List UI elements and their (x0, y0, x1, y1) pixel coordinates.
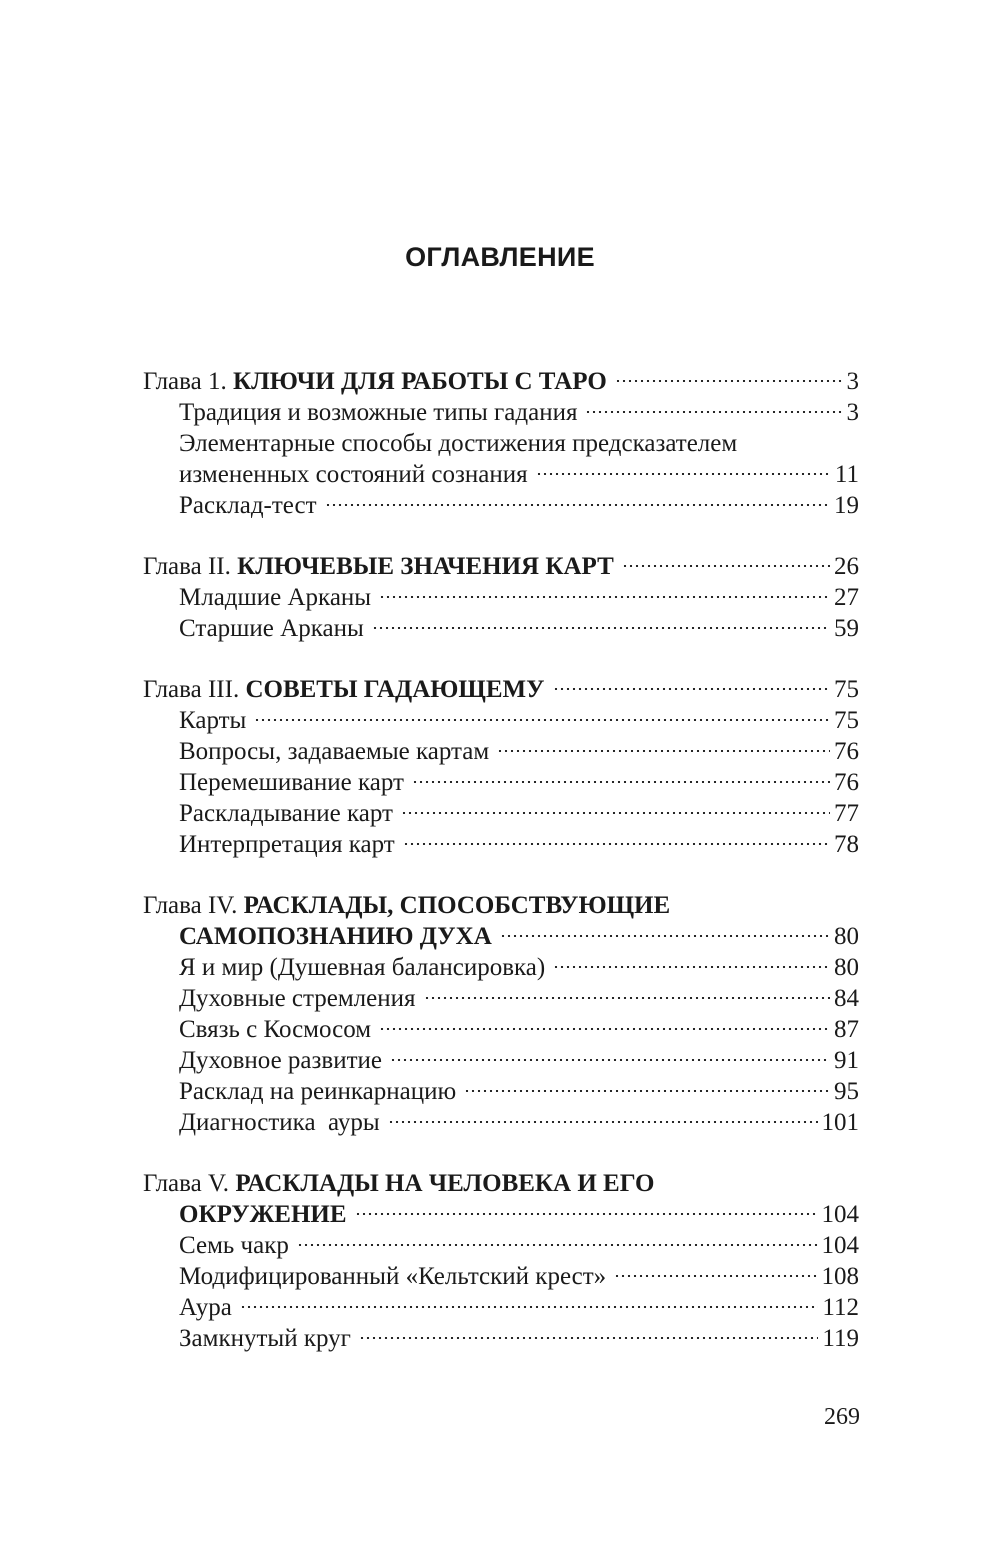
page-number: 84 (834, 985, 859, 1012)
entry-label: Диагностика ауры (179, 1109, 380, 1136)
dot-leader (614, 1275, 817, 1277)
page-number: 76 (834, 738, 859, 765)
dot-leader (359, 1337, 819, 1339)
chapter-title-line-1: РАСКЛАДЫ, СПОСОБСТВУЮЩИЕ (243, 892, 671, 919)
page-number: 112 (822, 1294, 859, 1321)
dot-leader (379, 1028, 830, 1030)
chapter-prefix: Глава II. (143, 553, 231, 580)
page-number: 75 (834, 676, 859, 703)
dot-leader (372, 627, 830, 629)
chapter-title: КЛЮЧИ ДЛЯ РАБОТЫ С ТАРО (232, 368, 607, 395)
chapter-prefix: Глава 1. (143, 368, 227, 395)
page-number: 87 (834, 1016, 859, 1043)
toc-entry[interactable] (143, 428, 859, 490)
toc-entry[interactable] (143, 983, 859, 1014)
toc-chapter-4 (143, 890, 859, 1138)
dot-leader (388, 1121, 818, 1123)
page-number: 95 (834, 1078, 859, 1105)
entry-label: Карты (179, 707, 247, 734)
toc-entry[interactable] (143, 1045, 859, 1076)
page-number: 26 (834, 553, 859, 580)
dot-leader (622, 565, 830, 567)
toc-entry[interactable] (143, 1107, 859, 1138)
entry-label: Семь чакр (179, 1232, 289, 1259)
toc-chapter-heading[interactable] (143, 366, 859, 397)
dot-leader (424, 997, 831, 999)
chapter-title-line-1: РАСКЛАДЫ НА ЧЕЛОВЕКА И ЕГО (235, 1170, 655, 1197)
dot-leader (536, 473, 831, 475)
page-number: 104 (821, 1232, 859, 1259)
entry-label-line-1: Элементарные способы достижения предсказателем (179, 430, 738, 457)
page-number: 101 (821, 1109, 859, 1136)
toc-entry[interactable] (143, 1076, 859, 1107)
toc-chapter-heading[interactable] (143, 551, 859, 582)
dot-leader (412, 781, 830, 783)
entry-label: Расклад на реинкарнацию (179, 1078, 457, 1105)
page-number: 19 (834, 492, 859, 519)
page-number: 80 (834, 923, 859, 950)
entry-label: Традиция и возможные типы гадания (179, 399, 578, 426)
chapter-title: КЛЮЧЕВЫЕ ЗНАЧЕНИЯ КАРТ (237, 553, 614, 580)
toc-entry[interactable] (143, 582, 859, 613)
dot-leader (390, 1059, 830, 1061)
toc-entry[interactable] (143, 736, 859, 767)
toc-entry[interactable] (143, 705, 859, 736)
chapter-title-line-2: САМОПОЗНАНИЮ ДУХА (179, 923, 492, 950)
chapter-title-line-2: ОКРУЖЕНИЕ (179, 1201, 347, 1228)
dot-leader (497, 750, 830, 752)
entry-label: Связь с Космосом (179, 1016, 372, 1043)
dot-leader (615, 380, 843, 382)
dot-leader (553, 688, 831, 690)
dot-leader (355, 1213, 818, 1215)
toc-entry[interactable] (143, 1014, 859, 1045)
entry-label: Расклад-тест (179, 492, 317, 519)
table-of-contents (143, 366, 859, 1354)
toc-entry[interactable] (143, 798, 859, 829)
page-number: 27 (834, 584, 859, 611)
toc-entry[interactable] (143, 767, 859, 798)
dot-leader (325, 504, 830, 506)
toc-chapter-1 (143, 366, 859, 521)
page-number: 77 (834, 800, 859, 827)
page-number: 104 (821, 1201, 859, 1228)
chapter-prefix: Глава III. (143, 676, 240, 703)
toc-entry[interactable] (143, 490, 859, 521)
page-number: 80 (834, 954, 859, 981)
toc-entry[interactable] (143, 829, 859, 860)
dot-leader (500, 935, 830, 937)
page-title: ОГЛАВЛЕНИЕ (405, 242, 595, 272)
dot-leader (553, 966, 830, 968)
entry-label: Я и мир (Душевная балансировка) (179, 954, 546, 981)
page-number: 78 (834, 831, 859, 858)
toc-entry[interactable] (143, 397, 859, 428)
entry-label-line-2: измененных состояний сознания (179, 461, 528, 488)
toc-entry[interactable] (143, 1292, 859, 1323)
entry-label: Вопросы, задаваемые картам (179, 738, 490, 765)
dot-leader (254, 719, 830, 721)
toc-entry[interactable] (143, 613, 859, 644)
toc-chapter-heading[interactable] (143, 674, 859, 705)
entry-label: Интерпретация карт (179, 831, 395, 858)
page-number: 76 (834, 769, 859, 796)
dot-leader (379, 596, 830, 598)
dot-leader (401, 812, 830, 814)
toc-chapter-heading[interactable] (143, 890, 859, 952)
page-number: 75 (834, 707, 859, 734)
page-number: 11 (834, 461, 859, 488)
entry-label: Младшие Арканы (179, 584, 372, 611)
dot-leader (403, 843, 830, 845)
entry-label: Духовные стремления (179, 985, 416, 1012)
entry-label: Аура (179, 1294, 232, 1321)
entry-label: Старшие Арканы (179, 615, 364, 642)
chapter-prefix: Глава V. (143, 1170, 230, 1197)
page-number: 91 (834, 1047, 859, 1074)
page-number: 3 (846, 399, 859, 426)
toc-entry[interactable] (143, 952, 859, 983)
dot-leader (585, 411, 842, 413)
toc-chapter-5 (143, 1168, 859, 1354)
entry-label: Модифицированный «Кельтский крест» (179, 1263, 607, 1290)
dot-leader (297, 1244, 818, 1246)
entry-label: Духовное развитие (179, 1047, 382, 1074)
page-number: 108 (821, 1263, 859, 1290)
page-number: 119 (822, 1325, 859, 1352)
entry-label: Раскладывание карт (179, 800, 393, 827)
toc-entry[interactable] (143, 1230, 859, 1261)
dot-leader (464, 1090, 830, 1092)
entry-label: Перемешивание карт (179, 769, 404, 796)
chapter-prefix: Глава IV. (143, 892, 238, 919)
page-number: 59 (834, 615, 859, 642)
toc-entry[interactable] (143, 1323, 859, 1354)
toc-chapter-3 (143, 674, 859, 860)
dot-leader (240, 1306, 819, 1308)
entry-label: Замкнутый круг (179, 1325, 351, 1352)
toc-entry[interactable] (143, 1261, 859, 1292)
page-number: 3 (846, 368, 859, 395)
chapter-title: СОВЕТЫ ГАДАЮЩЕМУ (245, 676, 545, 703)
toc-chapter-heading[interactable] (143, 1168, 859, 1230)
toc-chapter-2 (143, 551, 859, 644)
folio-page-number: 269 (824, 1404, 860, 1430)
